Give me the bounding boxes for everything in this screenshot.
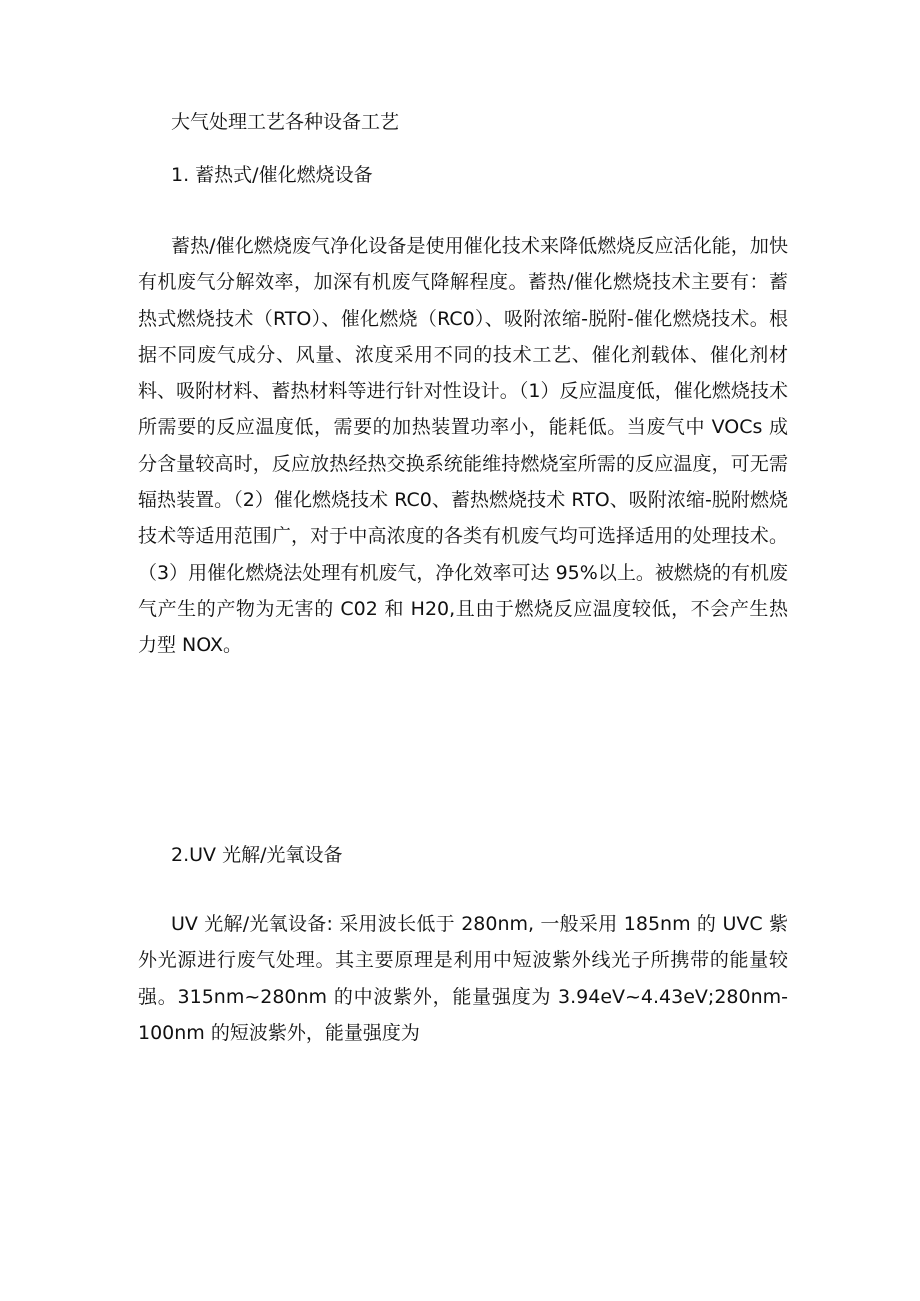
document-title: 大气处理工艺各种设备工艺: [171, 111, 400, 133]
section-2-paragraph: UV 光解/光氧设备: 采用波长低于 280nm, 一般采用 185nm 的 UVC 紫外光源进行废气处理。其主要原理是利用中短波紫外线光子所携带的能量较强。315nm~280nm 的中波紫外，能量强度为 3.94eV~4.43eV;280nm-100nm 的短波紫外，能量强度为: [138, 913, 788, 1044]
section-1-heading: 1. 蓄热式/催化燃烧设备: [171, 164, 373, 186]
section-2-heading: 2.UV 光解/光氧设备: [171, 844, 343, 866]
section-1-paragraph: 蓄热/催化燃烧废气净化设备是使用催化技术来降低燃烧反应活化能，加快有机废气分解效率，加深有机废气降解程度。蓄热/催化燃烧技术主要有：蓄热式燃烧技术（RTO）、催化燃烧（RC0）、吸附浓缩-脱附-催化燃烧技术。根据不同废气成分、风量、浓度采用不同的技术工艺、催化剂载体、催化剂材料、吸附材料、蓄热材料等进行针对性设计。（1）反应温度低，催化燃烧技术所需要的反应温度低，需要的加热装置功率小，能耗低。当废气中 VOCs 成分含量较高时，反应放热经热交换系统能维持燃烧室所需的反应温度，可无需辐热装置。（2）催化燃烧技术 RC0、蓄热燃烧技术 RTO、吸附浓缩-脱附燃烧技术等适用范围广，对于中高浓度的各类有机废气均可选择适用的处理技术。（3）用催化燃烧法处理有机废气，净化效率可达 95%以上。被燃烧的有机废气产生的产物为无害的 C02 和 H20,且由于燃烧反应温度较低，不会产生热力型 NOX。: [138, 235, 788, 657]
